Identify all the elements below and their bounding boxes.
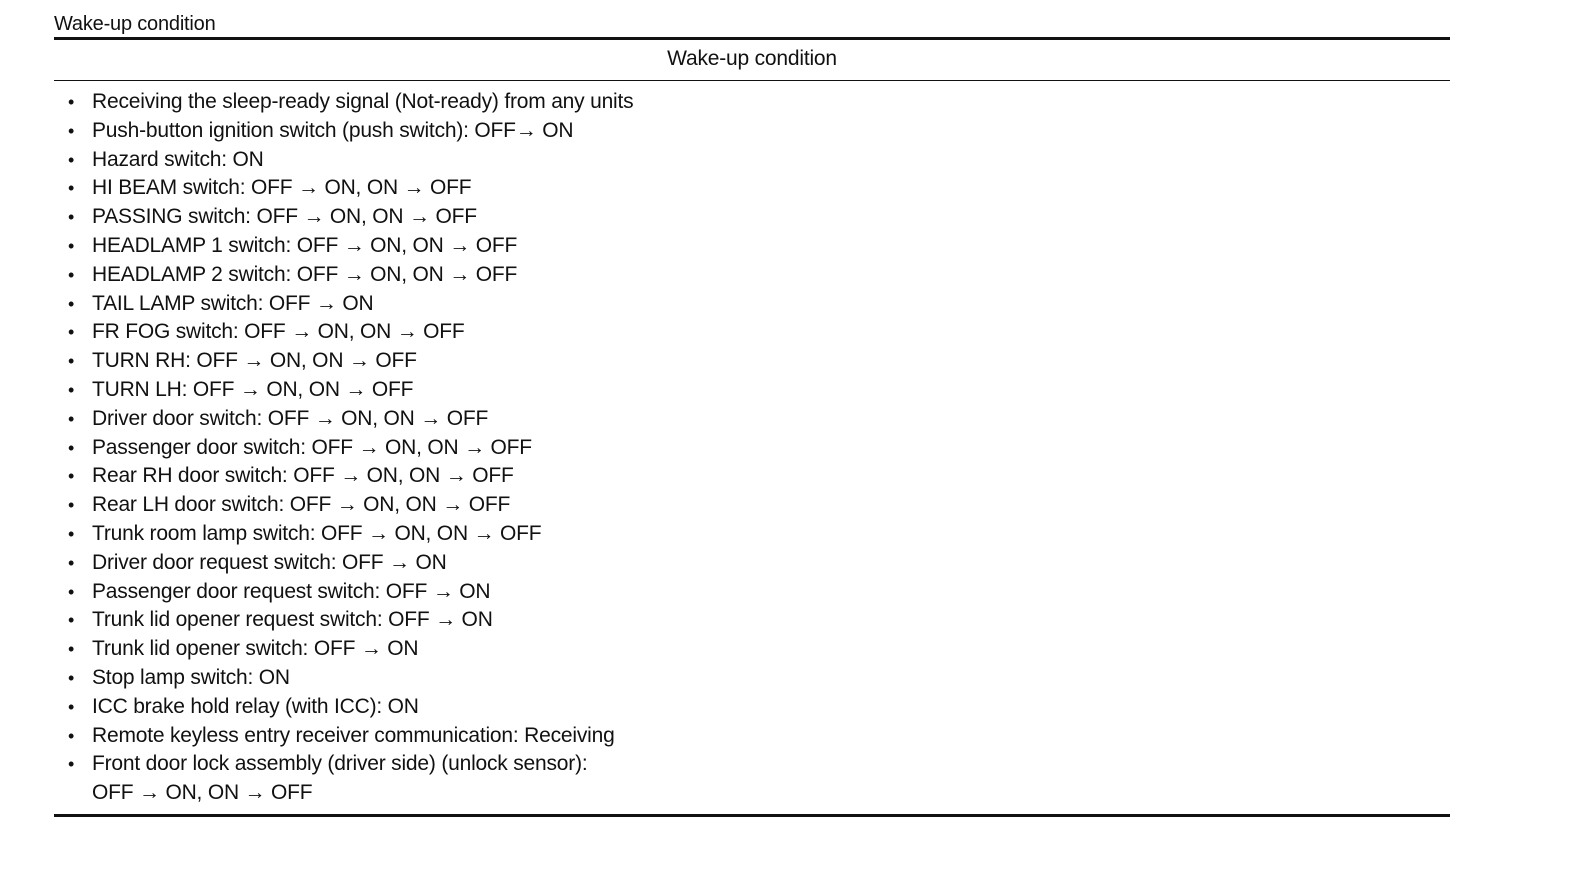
bullet-icon: • — [68, 552, 75, 573]
bullet-icon: • — [68, 466, 75, 487]
bullet-icon: • — [68, 667, 75, 688]
list-item-text: Rear LH door switch: OFF → ON, ON → OFF — [92, 493, 511, 517]
bullet-icon: • — [68, 408, 75, 429]
list-item-text: PASSING switch: OFF → ON, ON → OFF — [92, 205, 477, 229]
list-item — [54, 434, 1450, 463]
bullet-icon: • — [68, 293, 75, 314]
list-item-text: Receiving the sleep-ready signal (Not-ready) from any units — [92, 90, 634, 113]
list-item-text: Push-button ignition switch (push switch): OFF→ ON — [92, 118, 574, 142]
list-item — [54, 203, 1450, 232]
list-item-text: HEADLAMP 2 switch: OFF → ON, ON → OFF — [92, 262, 518, 286]
bullet-icon: • — [68, 754, 75, 775]
bullet-icon: • — [68, 725, 75, 746]
bullet-icon: • — [68, 149, 75, 170]
wake-up-condition-list — [54, 81, 1450, 808]
list-item — [54, 318, 1450, 347]
bullet-icon: • — [68, 495, 75, 516]
list-item-text: Rear RH door switch: OFF → ON, ON → OFF — [92, 464, 514, 488]
list-item-text: Trunk lid opener request switch: OFF → ON — [92, 608, 493, 632]
list-item-text: Passenger door switch: OFF → ON, ON → OFF — [92, 435, 532, 459]
bullet-icon: • — [68, 437, 75, 458]
bullet-icon: • — [68, 379, 75, 400]
list-item-text: Stop lamp switch: ON — [92, 665, 290, 689]
list-item — [54, 722, 1450, 751]
list-item-text: TAIL LAMP switch: OFF → ON — [92, 291, 374, 315]
bullet-icon: • — [68, 178, 75, 199]
list-item — [54, 693, 1450, 722]
bullet-icon: • — [68, 581, 75, 602]
wake-up-condition-table — [54, 37, 1450, 817]
list-item-text: Hazard switch: ON — [92, 147, 264, 171]
list-item — [54, 578, 1450, 607]
bullet-icon: • — [68, 696, 75, 717]
list-item-text: Trunk room lamp switch: OFF → ON, ON → OFF — [92, 521, 542, 545]
list-item — [54, 290, 1450, 319]
list-item-text: HI BEAM switch: OFF → ON, ON → OFF — [92, 176, 472, 200]
bullet-icon: • — [68, 92, 75, 112]
list-item — [54, 146, 1450, 175]
list-item-text: TURN RH: OFF → ON, ON → OFF — [92, 349, 417, 373]
list-item — [54, 520, 1450, 549]
list-item — [54, 261, 1450, 290]
list-item — [54, 491, 1450, 520]
list-item-text: Trunk lid opener switch: OFF → ON — [92, 637, 419, 661]
list-item — [54, 405, 1450, 434]
list-item — [54, 750, 1450, 808]
list-item-text: Driver door request switch: OFF → ON — [92, 550, 447, 574]
list-item — [54, 232, 1450, 261]
table-caption: Wake-up condition — [54, 13, 216, 35]
list-item — [54, 549, 1450, 578]
list-item — [54, 664, 1450, 693]
list-item — [54, 376, 1450, 405]
list-item-text: Driver door switch: OFF → ON, ON → OFF — [92, 406, 489, 430]
list-item — [54, 347, 1450, 376]
list-item-text: FR FOG switch: OFF → ON, ON → OFF — [92, 320, 465, 344]
bullet-icon: • — [68, 235, 75, 256]
bullet-icon: • — [68, 523, 75, 544]
list-item — [54, 635, 1450, 664]
table-header: Wake-up condition — [54, 40, 1450, 81]
list-item-text: TURN LH: OFF → ON, ON → OFF — [92, 377, 414, 401]
list-item — [54, 117, 1450, 146]
list-item — [54, 174, 1450, 203]
bullet-icon: • — [68, 351, 75, 372]
list-item-text: Passenger door request switch: OFF → ON — [92, 579, 491, 603]
list-item-text: HEADLAMP 1 switch: OFF → ON, ON → OFF — [92, 233, 518, 257]
list-item-text: Remote keyless entry receiver communication: Receiving — [92, 723, 615, 747]
list-item-text-continuation: OFF → ON, ON → OFF — [92, 781, 313, 805]
list-item — [54, 88, 1450, 117]
bullet-icon: • — [68, 322, 75, 343]
list-item-text: Front door lock assembly (driver side) (unlock sensor): — [92, 752, 588, 776]
bullet-icon: • — [68, 610, 75, 631]
bullet-icon: • — [68, 264, 75, 285]
list-item — [54, 462, 1450, 491]
bullet-icon: • — [68, 639, 75, 660]
list-item — [54, 606, 1450, 635]
bullet-icon: • — [68, 120, 75, 141]
list-item-text: ICC brake hold relay (with ICC): ON — [92, 694, 419, 718]
bullet-icon: • — [68, 207, 75, 228]
